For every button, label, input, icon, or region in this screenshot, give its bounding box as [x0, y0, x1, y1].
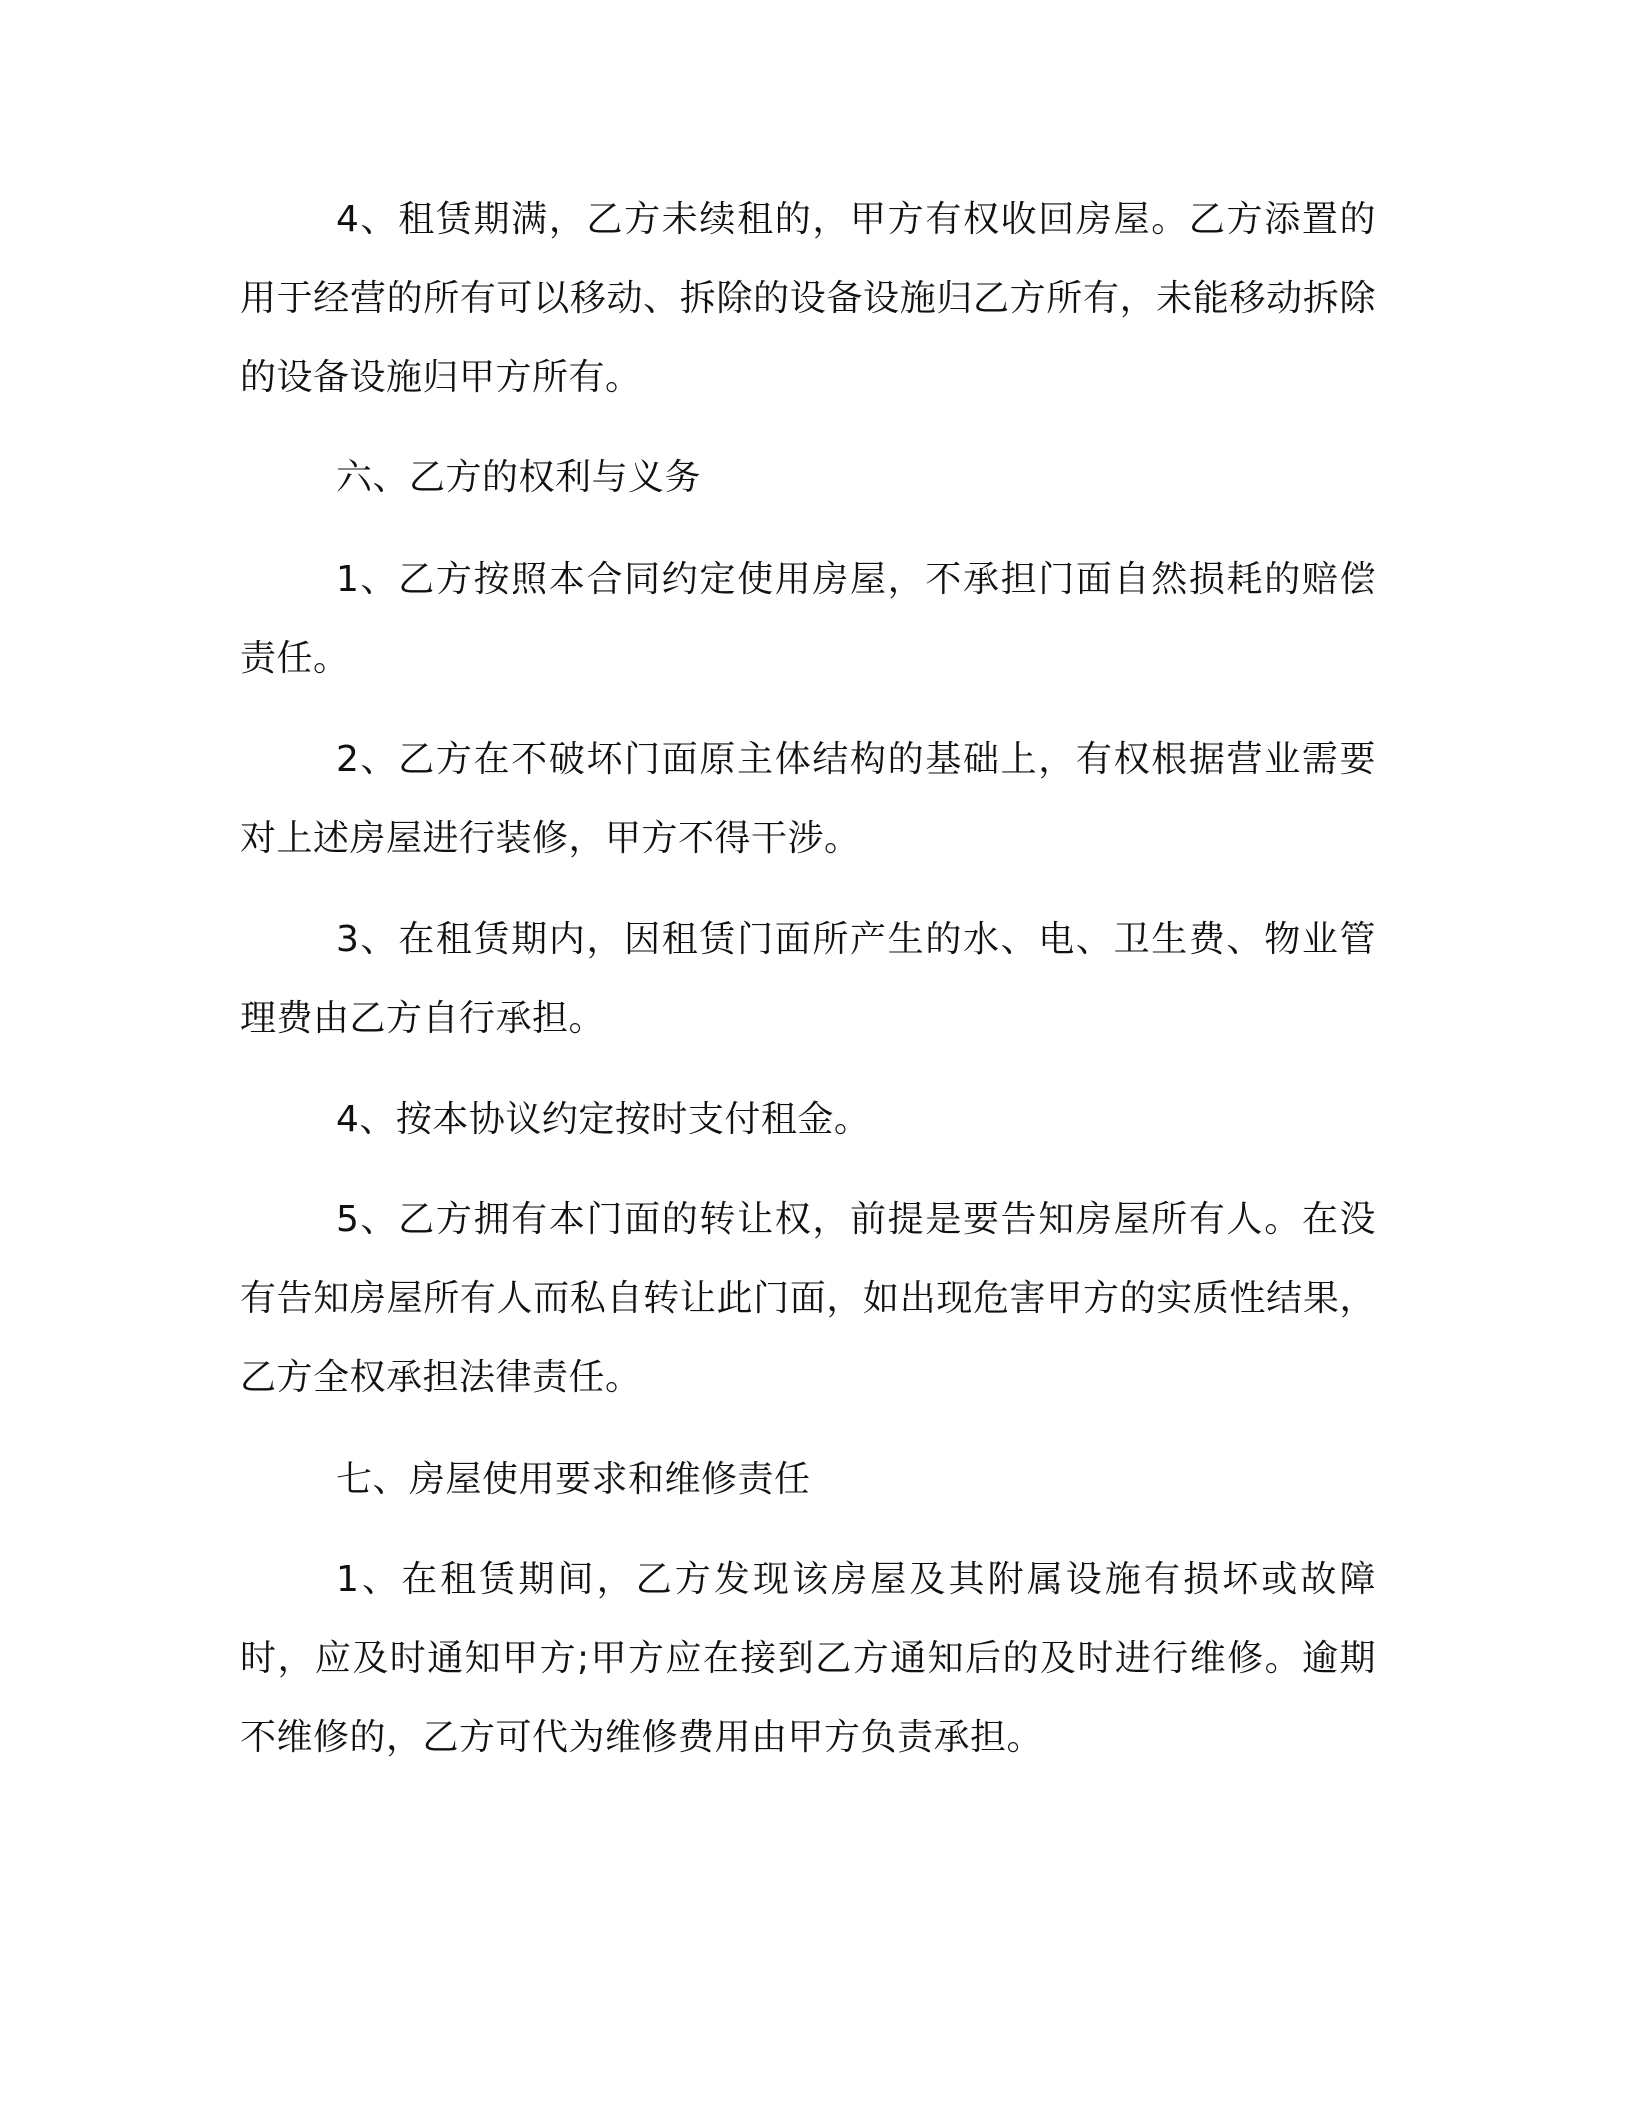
paragraph-s6-item-5: 5、乙方拥有本门面的转让权，前提是要告知房屋所有人。在没有告知房屋所有人而私自转让此门面，如出现危害甲方的实质性结果，乙方全权承担法律责任。 [240, 1199, 1376, 1398]
paragraph-s7-item-1: 1、在租赁期间，乙方发现该房屋及其附属设施有损坏或故障时，应及时通知甲方;甲方应在接到乙方通知后的及时进行维修。逾期不维修的，乙方可代为维修费用由甲方负责承担。 [240, 1559, 1376, 1758]
paragraph-lease-expiry: 4、租赁期满，乙方未续租的，甲方有权收回房屋。乙方添置的用于经营的所有可以移动、拆除的设备设施归乙方所有，未能移动拆除的设备设施归甲方所有。 [240, 199, 1376, 398]
paragraph-s6-item-4: 4、按本协议约定按时支付租金。 [336, 1099, 871, 1140]
section-heading-6: 六、乙方的权利与义务 [336, 457, 702, 498]
section-heading-7: 七、房屋使用要求和维修责任 [336, 1459, 811, 1500]
document-page [240, 0, 1376, 2112]
paragraph-s6-item-2: 2、乙方在不破坏门面原主体结构的基础上，有权根据营业需要对上述房屋进行装修，甲方不得干涉。 [240, 739, 1376, 859]
paragraph-s6-item-3: 3、在租赁期内，因租赁门面所产生的水、电、卫生费、物业管理费由乙方自行承担。 [240, 919, 1376, 1039]
paragraph-s6-item-1: 1、乙方按照本合同约定使用房屋，不承担门面自然损耗的赔偿责任。 [240, 559, 1376, 679]
